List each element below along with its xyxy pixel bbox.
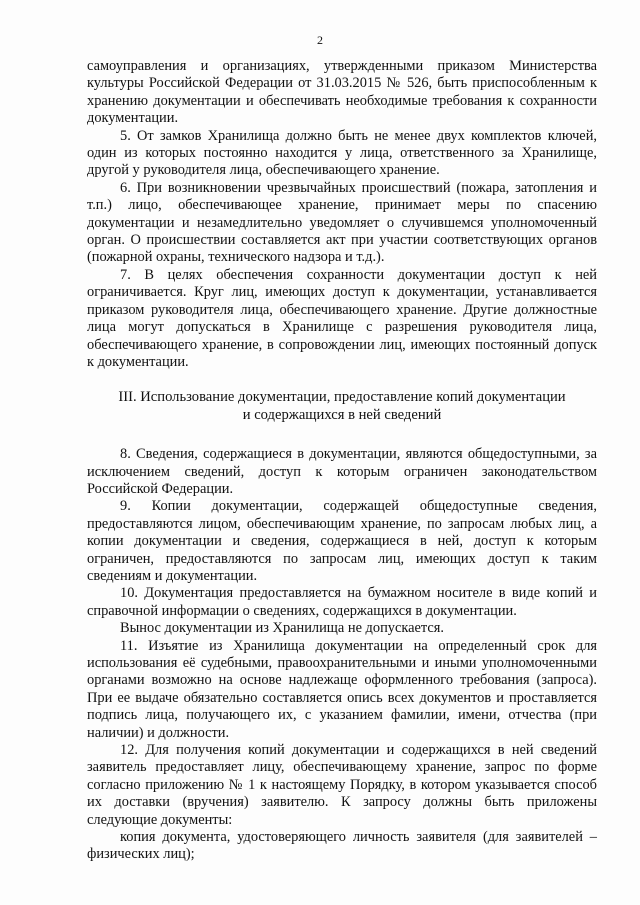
page-number: 2 <box>317 33 323 47</box>
document-body <box>87 58 597 864</box>
paragraph-6: 6. При возникновении чрезвычайных происшествий (пожара, затопления и т.п.) лицо, обеспечивающее хранение, принимает меры по спасению документации и незамедлительно уведомляет о случившемся уполномоченный орган. О происшествии составляется акт при участии соответствующих органов (пожарной охраны, технического надзора и т.д.). <box>87 179 597 266</box>
section-title-line-1: III. Использование документации, предоставление копий документации <box>118 389 566 406</box>
paragraph-12: 12. Для получения копий документации и содержащихся в ней сведений заявитель предоставляет лицу, обеспечивающему хранение, запрос по форме согласно приложению № 1 к настоящему Порядку, в котором указывается способ их доставки (вручения) заявителю. К запросу должны быть приложены следующие документы: <box>87 742 597 828</box>
paragraph-no-removal: Вынос документации из Хранилища не допускается. <box>120 620 444 637</box>
section-title-line-2: и содержащихся в ней сведений <box>242 406 442 423</box>
section-heading <box>87 389 597 424</box>
paragraph-9: 9. Копии документации, содержащей общедоступные сведения, предоставляются лицом, обеспечивающим хранение, по запросам любых лиц, а копии документации и сведения, содержащиеся в ней, доступ к которым ограничен, предоставляются по запросам лиц, имеющих доступ к таким сведениям и документации. <box>87 498 597 584</box>
list-item-identity-document: копия документа, удостоверяющего личность заявителя (для заявителей – физических лиц); <box>87 829 597 863</box>
paragraph-5: 5. От замков Хранилища должно быть не менее двух комплектов ключей, один из которых постоянно находится у лица, ответственного за Хранилище, другой у руководителя лица, обеспечивающего хранение. <box>87 127 597 179</box>
paragraph-7: 7. В целях обеспечения сохранности документации доступ к ней ограничивается. Круг лиц, имеющих доступ к документации, устанавливается приказом руководителя лица, обеспечивающего хранение. Другие должностные лица могут допускаться в Хранилище с разрешения руководителя лица, обеспечивающего хранение, в сопровождении лиц, имеющих постоянный допуск к документации. <box>87 266 597 370</box>
paragraph-10: 10. Документация предоставляется на бумажном носителе в виде копий и справочной информации о сведениях, содержащихся в документации. <box>87 585 597 619</box>
paragraph-11: 11. Изъятие из Хранилища документации на определенный срок для использования её судебными, правоохранительными и иными уполномоченными органами возможно на основе надлежаще оформленного требования (запроса). При ее выдаче обязательно составляется опись всех документов и проставляется подпись лица, получающего их, с указанием фамилии, имени, отчества (при наличии) и должности. <box>87 637 597 741</box>
paragraph-8: 8. Сведения, содержащиеся в документации, являются общедоступными, за исключением сведений, доступ к которым ограничен законодательством Российской Федерации. <box>87 446 597 497</box>
paragraph-continuation: самоуправления и организациях, утвержденными приказом Министерства культуры Российской Федерации от 31.03.2015 № 526, быть приспособленным к хранению документации и обеспечивать необходимые требования к сохранности документации. <box>87 58 597 127</box>
